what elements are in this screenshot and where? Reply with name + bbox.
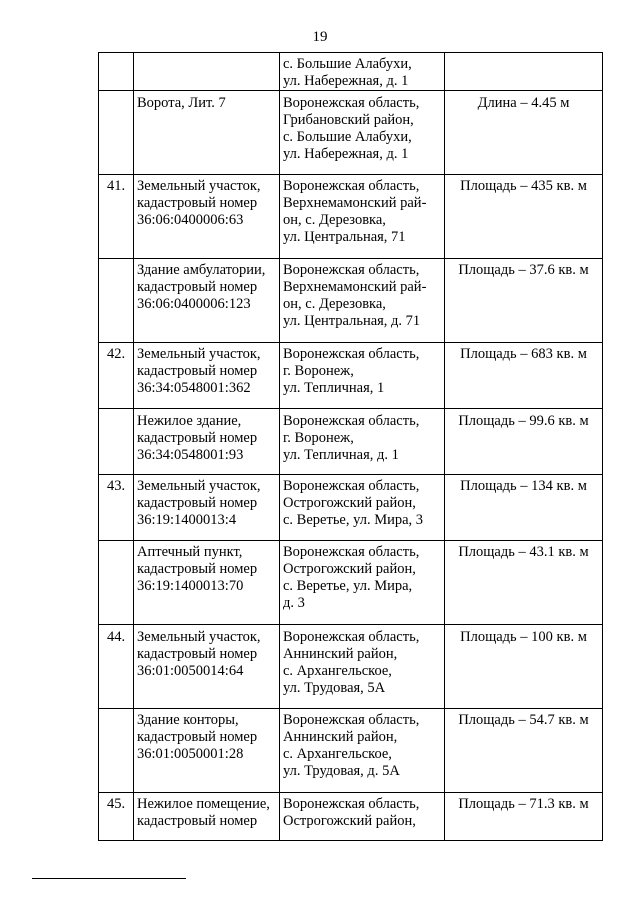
object-description-line: кадастровый номер <box>137 495 258 511</box>
table-row <box>99 259 603 343</box>
table-row <box>99 175 603 259</box>
object-description-line: 36:19:1400013:4 <box>137 512 237 528</box>
object-description-line: Здание амбулатории, <box>137 262 266 278</box>
address-line: Аннинский район, <box>283 729 398 745</box>
address-line: Воронежская область, <box>283 796 420 812</box>
address-line: Воронежская область, <box>283 346 420 362</box>
object-description-line: 36:34:0548001:362 <box>137 380 251 396</box>
object-description-cell <box>134 53 280 91</box>
page-number: 19 <box>312 29 328 45</box>
characteristic-cell: Площадь – 134 кв. м <box>445 475 603 541</box>
address-line: Аннинский район, <box>283 646 398 662</box>
object-description-line: кадастровый номер <box>137 561 258 577</box>
object-description-cell <box>134 709 280 793</box>
table-row <box>99 709 603 793</box>
row-number: 45. <box>99 793 134 841</box>
address-cell <box>280 475 445 541</box>
address-line: он, с. Дерезовка, <box>283 296 386 312</box>
object-description-line: кадастровый номер <box>137 279 258 295</box>
object-description-line: 36:34:0548001:93 <box>137 447 244 463</box>
address-line: с. Веретье, ул. Мира, 3 <box>283 512 424 528</box>
address-line: Воронежская область, <box>283 262 420 278</box>
row-number <box>99 409 134 475</box>
object-description-line: Аптечный пункт, <box>137 544 243 560</box>
address-line: ул. Тепличная, д. 1 <box>283 447 399 463</box>
row-number <box>99 53 134 91</box>
address-cell <box>280 793 445 841</box>
object-description-cell <box>134 541 280 625</box>
characteristic-cell: Площадь – 43.1 кв. м <box>445 541 603 625</box>
object-description-line: 36:06:0400006:63 <box>137 212 244 228</box>
address-line: с. Веретье, ул. Мира, <box>283 578 413 594</box>
object-description-line: Ворота, Лит. 7 <box>137 95 226 111</box>
object-description-line: 36:06:0400006:123 <box>137 296 251 312</box>
characteristic-cell: Площадь – 683 кв. м <box>445 343 603 409</box>
row-number <box>99 91 134 175</box>
table-row <box>99 409 603 475</box>
address-cell <box>280 709 445 793</box>
address-line: д. 3 <box>283 595 305 611</box>
object-description-line: 36:01:0050001:28 <box>137 746 244 762</box>
address-line: с. Большие Алабухи, <box>283 56 412 72</box>
table-row <box>99 793 603 841</box>
address-line: Верхнемамонский рай- <box>283 279 427 295</box>
address-line: Грибановский район, <box>283 112 414 128</box>
object-description-cell <box>134 475 280 541</box>
address-line: Острогожский район, <box>283 813 416 829</box>
footnote-rule <box>32 878 186 879</box>
object-description-line: Земельный участок, <box>137 478 261 494</box>
characteristic-cell: Площадь – 54.7 кв. м <box>445 709 603 793</box>
object-description-cell <box>134 91 280 175</box>
object-description-line: кадастровый номер <box>137 363 258 379</box>
address-line: ул. Тепличная, 1 <box>283 380 385 396</box>
row-number <box>99 259 134 343</box>
address-line: с. Архангельское, <box>283 746 392 762</box>
characteristic-cell: Площадь – 37.6 кв. м <box>445 259 603 343</box>
object-description-line: 36:19:1400013:70 <box>137 578 244 594</box>
address-cell <box>280 541 445 625</box>
object-description-cell <box>134 793 280 841</box>
table-row <box>99 53 603 91</box>
object-description-line: кадастровый номер <box>137 195 258 211</box>
address-line: Воронежская область, <box>283 178 420 194</box>
characteristic-cell: Длина – 4.45 м <box>445 91 603 175</box>
address-cell <box>280 53 445 91</box>
characteristic-cell: Площадь – 435 кв. м <box>445 175 603 259</box>
address-line: г. Воронеж, <box>283 363 354 379</box>
object-description-line: кадастровый номер <box>137 729 258 745</box>
address-cell <box>280 409 445 475</box>
address-line: г. Воронеж, <box>283 430 354 446</box>
table-row <box>99 475 603 541</box>
table-row <box>99 625 603 709</box>
table-row <box>99 91 603 175</box>
address-line: Воронежская область, <box>283 712 420 728</box>
address-line: ул. Набережная, д. 1 <box>283 146 409 162</box>
address-line: Воронежская область, <box>283 544 420 560</box>
address-line: ул. Трудовая, д. 5А <box>283 763 400 779</box>
object-description-line: Нежилое здание, <box>137 413 242 429</box>
object-description-cell <box>134 175 280 259</box>
object-description-cell <box>134 625 280 709</box>
characteristic-cell: Площадь – 99.6 кв. м <box>445 409 603 475</box>
characteristic-cell <box>445 53 603 91</box>
address-line: Острогожский район, <box>283 495 416 511</box>
object-description-cell <box>134 343 280 409</box>
address-line: ул. Центральная, 71 <box>283 229 406 245</box>
address-line: ул. Центральная, д. 71 <box>283 313 421 329</box>
table-row <box>99 343 603 409</box>
address-cell <box>280 175 445 259</box>
row-number <box>99 541 134 625</box>
address-line: Воронежская область, <box>283 478 420 494</box>
object-description-line: кадастровый номер <box>137 813 258 829</box>
object-description-line: Земельный участок, <box>137 629 261 645</box>
address-line: ул. Трудовая, 5А <box>283 680 386 696</box>
property-table <box>98 52 603 841</box>
address-line: Острогожский район, <box>283 561 416 577</box>
object-description-cell <box>134 409 280 475</box>
table-row <box>99 541 603 625</box>
address-line: с. Архангельское, <box>283 663 392 679</box>
row-number: 41. <box>99 175 134 259</box>
object-description-cell <box>134 259 280 343</box>
address-cell <box>280 343 445 409</box>
object-description-line: Земельный участок, <box>137 346 261 362</box>
row-number: 43. <box>99 475 134 541</box>
address-line: он, с. Дерезовка, <box>283 212 386 228</box>
object-description-line: Земельный участок, <box>137 178 261 194</box>
property-table-body <box>99 53 603 841</box>
characteristic-cell: Площадь – 100 кв. м <box>445 625 603 709</box>
object-description-line: Нежилое помещение, <box>137 796 270 812</box>
address-cell <box>280 625 445 709</box>
object-description-line: Здание конторы, <box>137 712 239 728</box>
address-line: Воронежская область, <box>283 629 420 645</box>
object-description-line: кадастровый номер <box>137 430 258 446</box>
row-number: 44. <box>99 625 134 709</box>
address-line: Воронежская область, <box>283 413 420 429</box>
address-line: ул. Набережная, д. 1 <box>283 73 409 89</box>
address-cell <box>280 91 445 175</box>
address-line: с. Большие Алабухи, <box>283 129 412 145</box>
address-line: Верхнемамонский рай- <box>283 195 427 211</box>
address-cell <box>280 259 445 343</box>
row-number: 42. <box>99 343 134 409</box>
object-description-line: кадастровый номер <box>137 646 258 662</box>
row-number <box>99 709 134 793</box>
address-line: Воронежская область, <box>283 95 420 111</box>
object-description-line: 36:01:0050014:64 <box>137 663 244 679</box>
characteristic-cell: Площадь – 71.3 кв. м <box>445 793 603 841</box>
